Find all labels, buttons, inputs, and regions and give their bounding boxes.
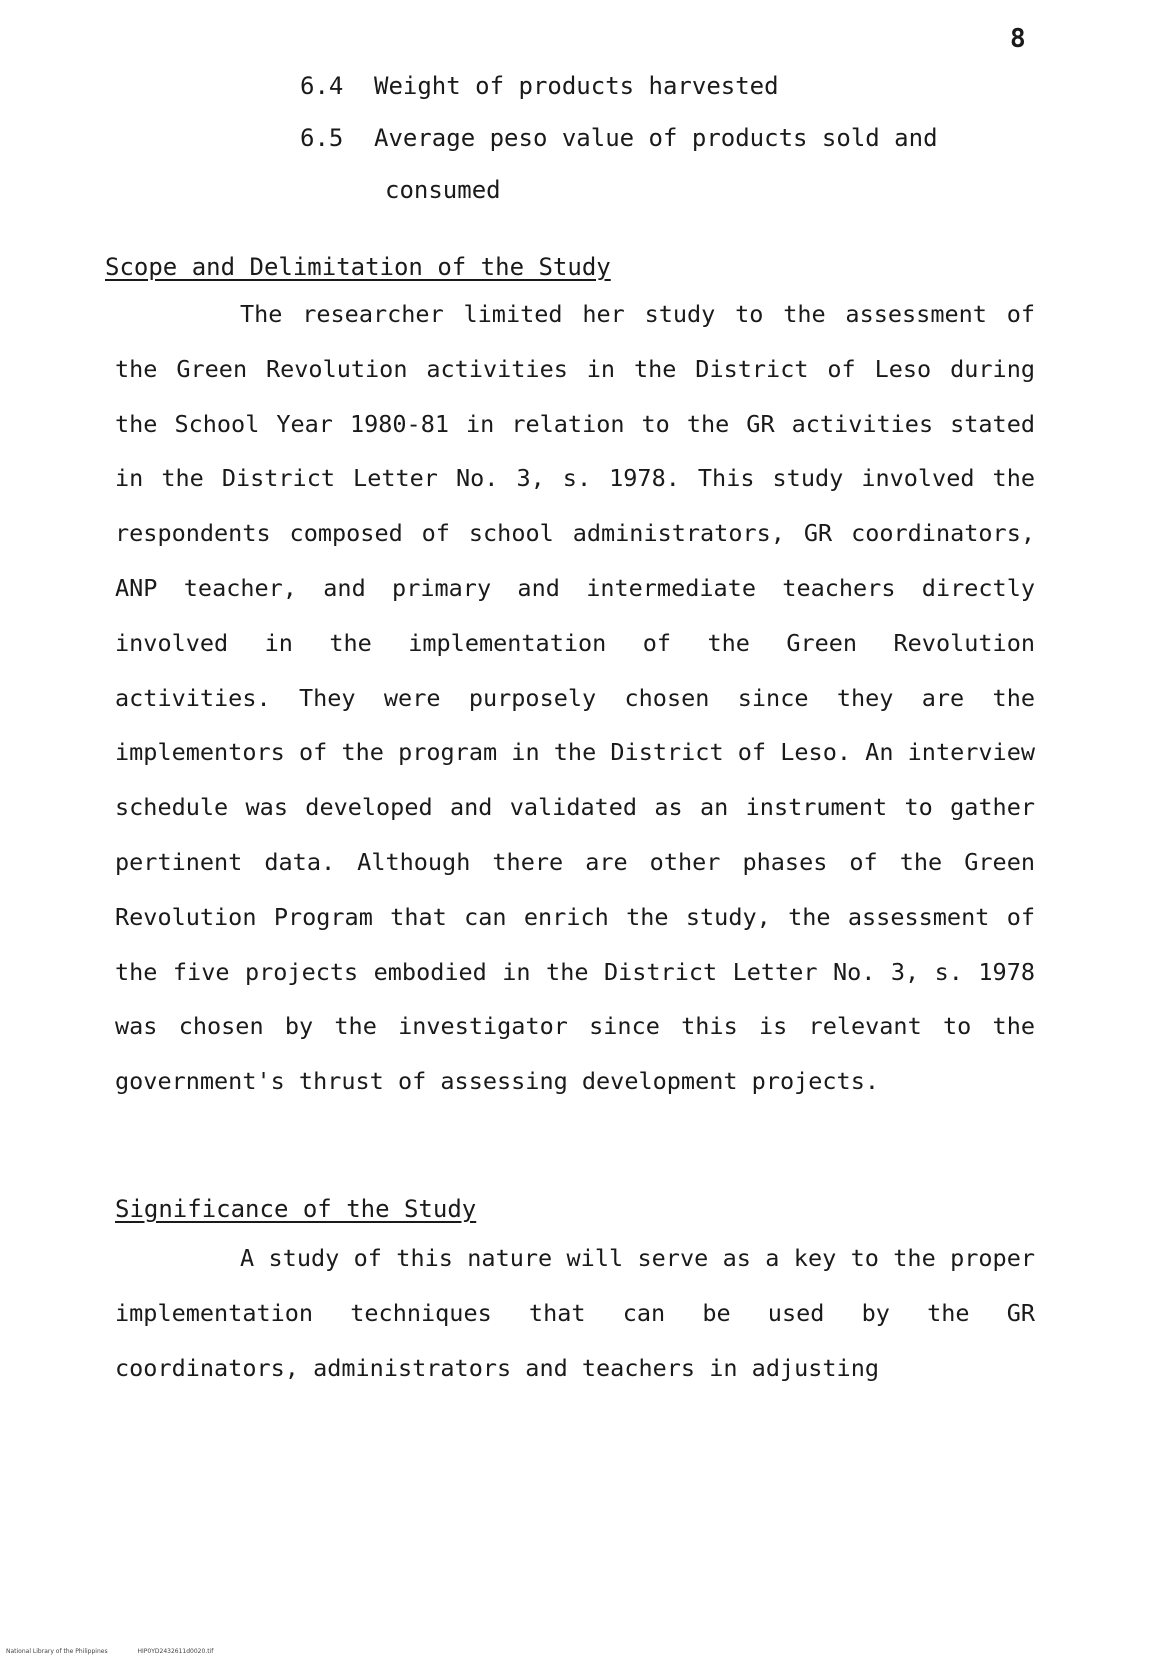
significance-paragraph [115, 1231, 1035, 1395]
scope-paragraph-text: The researcher limited her study to the assessment of the Green Revolution activities in the District of Leso during the School Year 1980-81 in relation to the GR activities stated in the District Letter No. 3, s. 1978. This study involved the respondents composed of school administrators, GR coordinators, ANP teacher, and primary and intermediate teachers directly involved in the implementation of the Green Revolution activities. They were purposely chosen since they are the implementors of the program in the District of Leso. An interview schedule was developed and validated as an instrument to gather pertinent data. Although there are other phases of the Green Revolution Program that can enrich the study, the assessment of the five projects embodied in the District Letter No. 3, s. 1978 was chosen by the investigator since this is relevant to the government's thrust of assessing development projects. [115, 300, 1035, 1096]
significance-heading: Significance of the Study [115, 1195, 477, 1223]
list-item-text: Average peso value of products sold and [374, 124, 938, 152]
list-item-number: 6.4 [300, 72, 344, 100]
significance-paragraph-text: A study of this nature will serve as a key to the proper implementation techniques that can be used by the GR coordinators, administrators and teachers in adjusting [115, 1244, 1035, 1382]
footer-library: National Library of the Philippines [6, 1648, 108, 1655]
list-item-continuation: consumed [385, 176, 501, 204]
scope-heading: Scope and Delimitation of the Study [105, 253, 611, 281]
list-item-number: 6.5 [300, 124, 344, 152]
scope-paragraph [115, 287, 1035, 1109]
page-number: 8 [1010, 24, 1026, 54]
footer-file: HIP0YD2432611d0020.tif [137, 1648, 214, 1655]
list-item [300, 124, 938, 152]
scan-footer [6, 1648, 241, 1655]
list-item-text: Weight of products harvested [374, 72, 779, 100]
list-item [300, 72, 779, 100]
